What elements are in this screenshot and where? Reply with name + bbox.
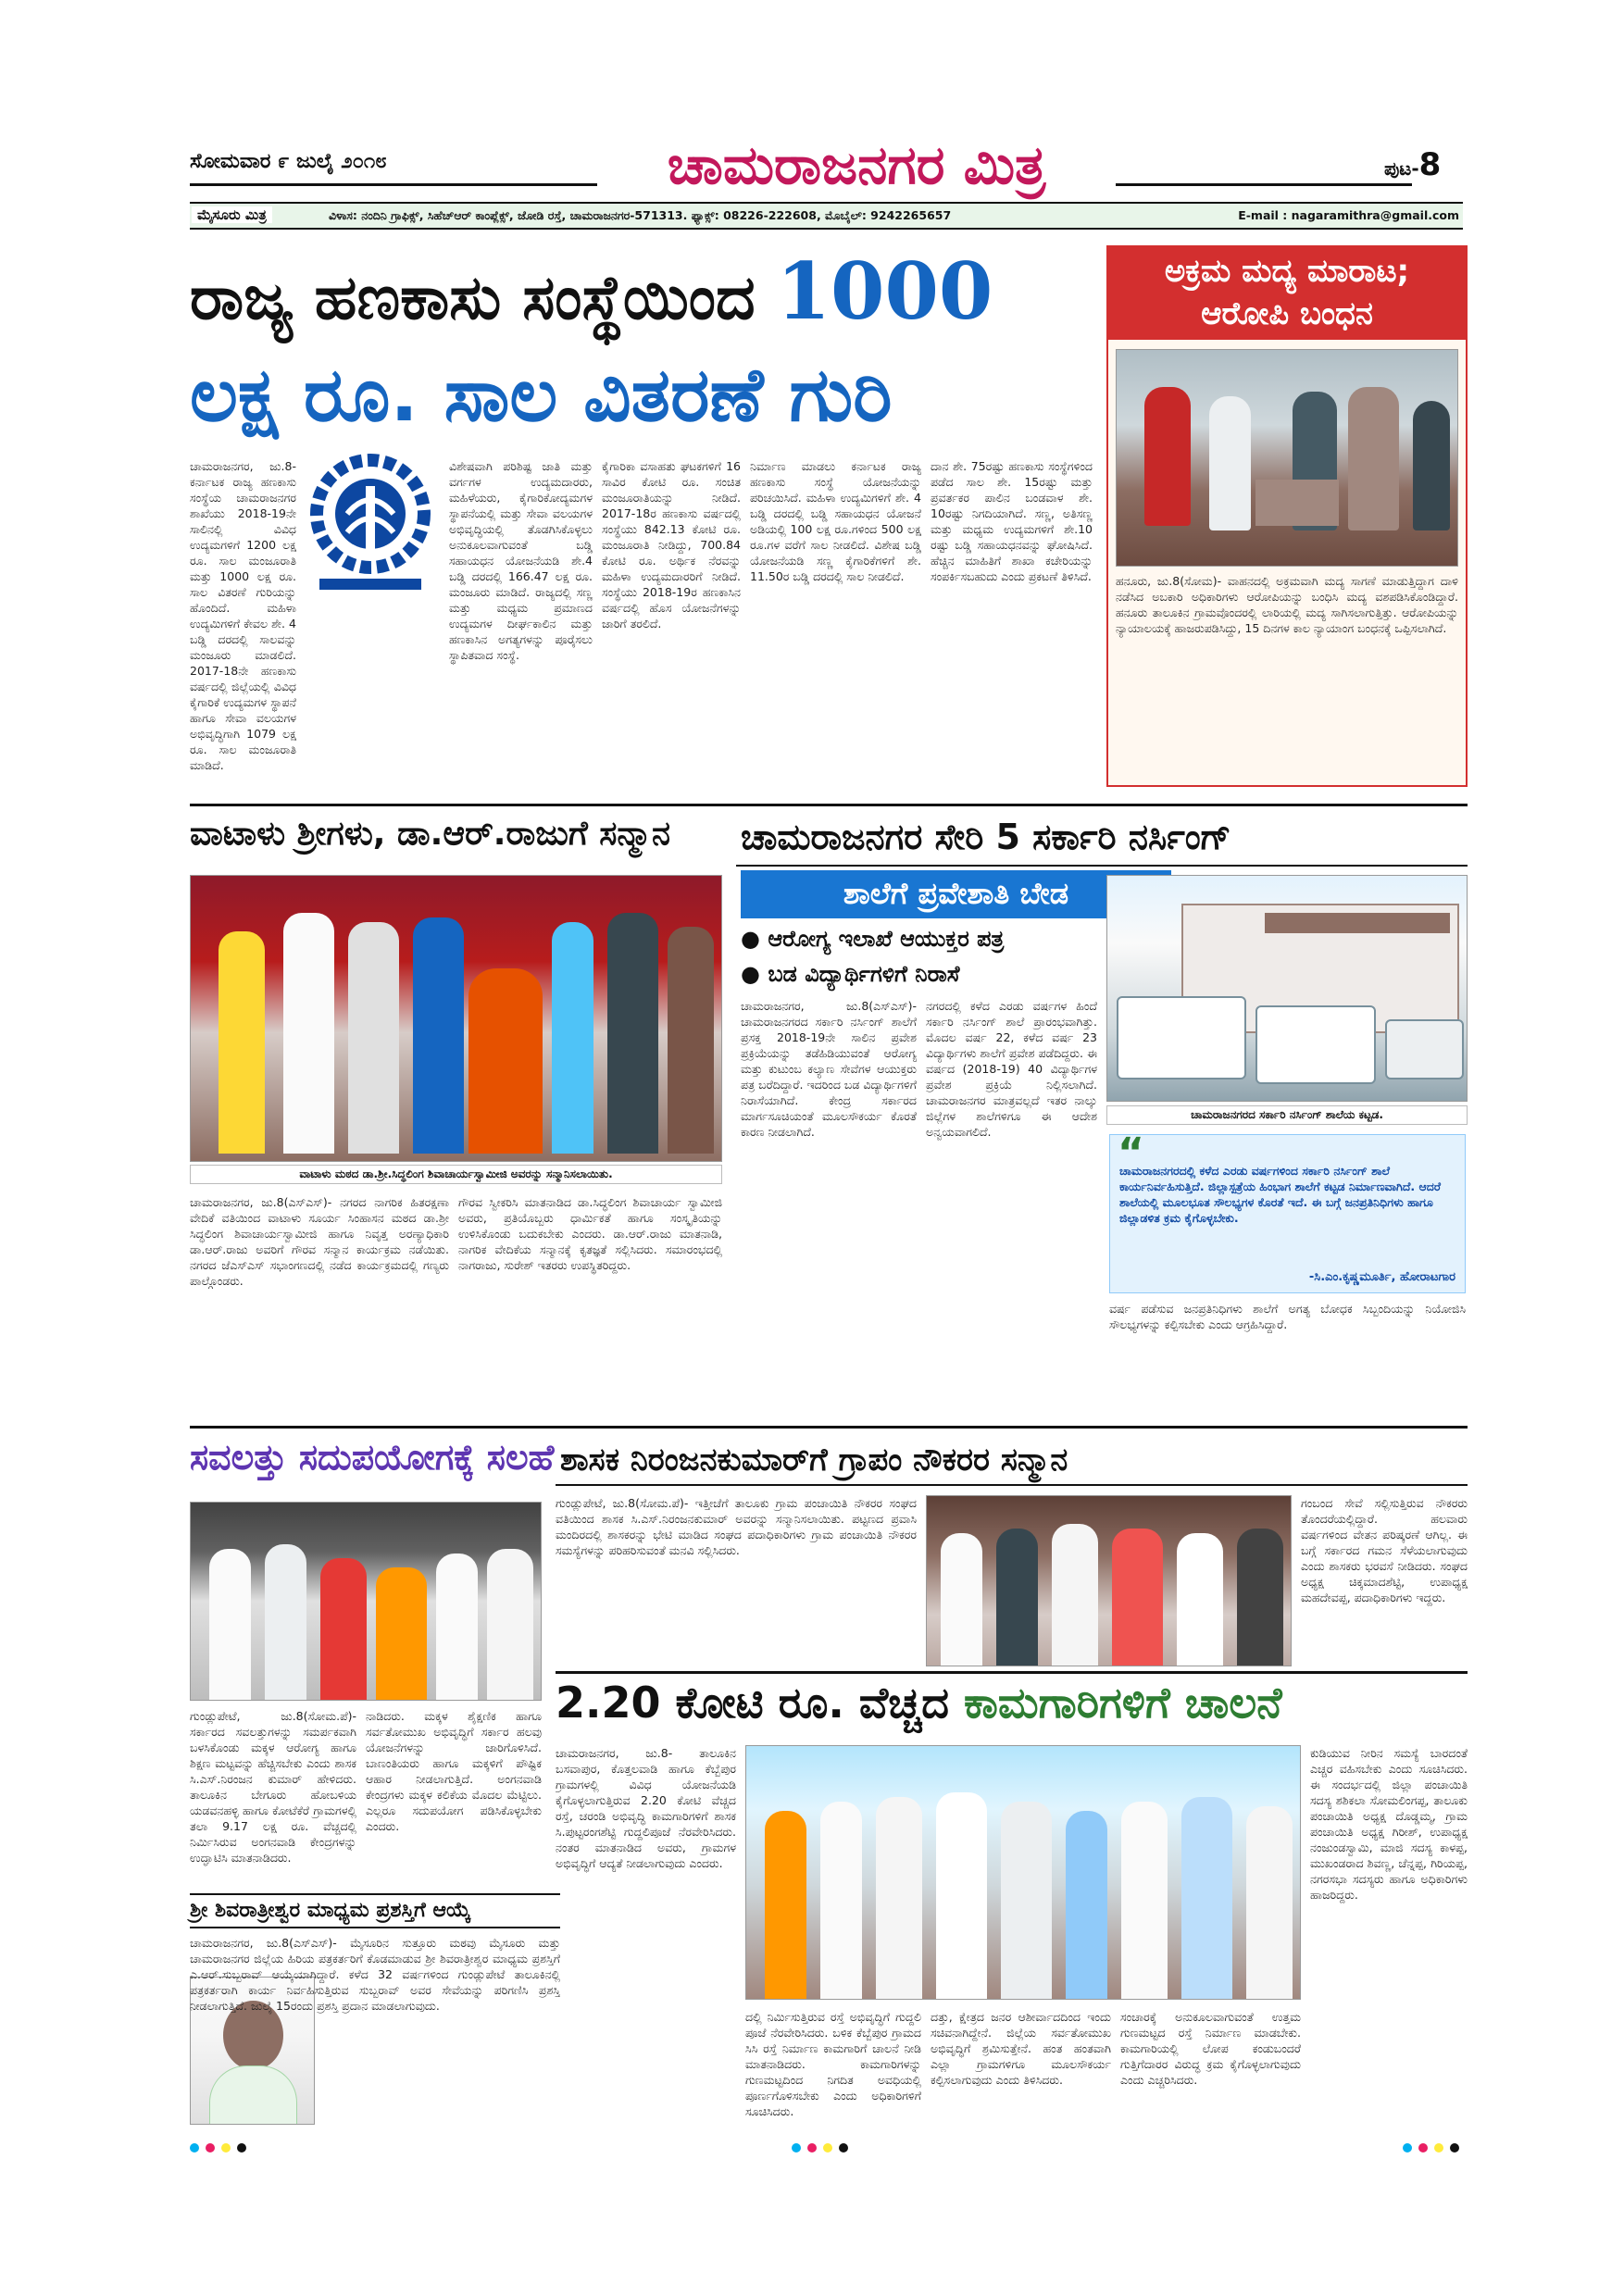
divider-3 xyxy=(556,1671,1468,1674)
title-underline-right xyxy=(1116,183,1412,186)
masthead-title: ಚಾಮರಾಜನಗರ ಮಿತ್ರ xyxy=(667,133,1046,196)
shasaka-headline: ಶಾಸಕ ನಿರಂಜನಕುಮಾರ್‌ಗೆ ಗ್ರಾಪಂ ನೌಕರರ ಸನ್ಮಾನ xyxy=(560,1441,1068,1479)
shasaka-col1: ಗುಂಡ್ಲುಪೇಟೆ, ಜು.8(ಸೋಮ.ಪೆ)- ಇತ್ತೀಚೆಗೆ ತಾಲೂಕು ಗ್ರಾಮ ಪಂಚಾಯಿತಿ ನೌಕರರ ಸಂಘದ ವತಿಯಿಂದ ಶಾಸಕ ಸಿ.ಎಸ್.ನಿರಂಜನಕುಮಾರ್ ಅವರನ್ನು ಸನ್ಮಾನಿಸಲಾಯಿತು. ಪಟ್ಟಣದ ಪ್ರವಾಸಿ ಮಂದಿರದಲ್ಲಿ ಶಾಸಕರನ್ನು ಭೇಟಿ ಮಾಡಿದ ಸಂಘದ ಪದಾಧಿಕಾರಿಗಳು ಗ್ರಾಮ ಪಂಚಾಯಿತಿ ನೌಕರರ ಸಮಸ್ಯೆಗಳನ್ನು ಪರಿಹರಿಸುವಂತೆ ಮನವಿ ಸಲ್ಲಿಸಿದರು. xyxy=(556,1496,917,1557)
lead-col1: ಚಾಮರಾಜನಗರ, ಜು.8- ಕರ್ನಾಟಕ ರಾಜ್ಯ ಹಣಕಾಸು ಸಂಸ್ಥೆಯ ಚಾಮರಾಜನಗರ ಶಾಖೆಯು 2018-19ನೇ ಸಾಲಿನಲ್ಲಿ ವಿವಿಧ ಉದ್ಯಮಗಳಿಗೆ 1200 ಲಕ್ಷ ರೂ. ಸಾಲ ಮಂಜೂರಾತಿ ಮತ್ತು 1000 ಲಕ್ಷ ರೂ. ಸಾಲ ವಿತರಣೆ ಗುರಿಯನ್ನು ಹೊಂದಿದೆ. ಮಹಿಳಾ ಉದ್ಯಮಿಗಳಿಗೆ ಕೇವಲ ಶೇ. 4 ಬಡ್ಡಿ ದರದಲ್ಲಿ ಸಾಲವನ್ನು ಮಂಜೂರು ಮಾಡಲಿದೆ. 2017-18ನೇ ಹಣಕಾಸು ವರ್ಷದಲ್ಲಿ ಜಿಲ್ಲೆಯಲ್ಲಿ ವಿವಿಧ ಕೈಗಾರಿಕೆ ಉದ್ಯಮಗಳ ಸ್ಥಾಪನೆ ಹಾಗೂ ಸೇವಾ ವಲಯಗಳ ಅಭಿವೃದ್ಧಿಗಾಗಿ 1079 ಲಕ್ಷ ರೂ. ಸಾಲ ಮಂಜೂರಾತಿ ಮಾಡಿದೆ. xyxy=(190,459,296,772)
shasaka-headline-bar xyxy=(556,1440,1468,1486)
nursing-subhead: ಶಾಲೆಗೆ ಪ್ರವೇಶಾತಿ ಬೇಡ xyxy=(843,876,1069,911)
registration-dot-magenta-center xyxy=(807,2143,817,2152)
nursing-quote-author: -ಸಿ.ಎಂ.ಕೃಷ್ಣಮೂರ್ತಿ, ಹೋರಾಟಗಾರ xyxy=(1308,1270,1455,1284)
page-number-value: 8 xyxy=(1418,146,1442,183)
liquor-photo xyxy=(1116,349,1458,567)
lead-headline-line2: ಲಕ್ಷ ರೂ. ಸಾಲ ವಿತರಣೆ ಗುರಿ xyxy=(190,352,893,438)
savalattu-photo xyxy=(190,1502,542,1701)
lead-col4: ನಿರ್ಮಾಣ ಮಾಡಲು ಕರ್ನಾಟಕ ರಾಜ್ಯ ಹಣಕಾಸು ಸಂಸ್ಥೆ ಯೋಜನೆಯನ್ನು ಪರಿಚಯಿಸಿದೆ. ಮಹಿಳಾ ಉದ್ಯಮಿಗಳಿಗೆ ಶೇ. 4 ಬಡ್ಡಿ ದರದಲ್ಲಿ ಬಡ್ಡಿ ಸಹಾಯಧನ ಯೋಜನೆ ಅಡಿಯಲ್ಲಿ 100 ಲಕ್ಷ ರೂ.ಗಳಿಂದ 500 ಲಕ್ಷ ರೂ.ಗಳ ವರೆಗೆ ಸಾಲ ನೀಡಲಿದೆ. ವಿಶೇಷ ಬಡ್ಡಿ ಯೋಜನೆಯಡಿ ಸಣ್ಣ ಕೈಗಾರಿಕೆಗಳಿಗೆ ಶೇ. 11.50ರ ಬಡ್ಡಿ ದರದಲ್ಲಿ ಸಾಲ ನೀಡಲಿದೆ. xyxy=(750,459,921,583)
shivaratri-headline: ಶ್ರೀ ಶಿವರಾತ್ರೀಶ್ವರ ಮಾಧ್ಯಮ ಪ್ರಶಸ್ತಿಗೆ ಆಯ್ಕೆ xyxy=(190,1899,471,1922)
kamagari-col4: ಸಂಚಾರಕ್ಕೆ ಅನುಕೂಲವಾಗುವಂತೆ ಉತ್ತಮ ಗುಣಮಟ್ಟದ ರಸ್ತೆ ನಿರ್ಮಾಣ ಮಾಡಬೇಕು. ಕಾಮಗಾರಿಯಲ್ಲಿ ಲೋಪ ಕಂಡುಬಂದರೆ ಗುತ್ತಿಗೆದಾರರ ವಿರುದ್ಧ ಕ್ರಮ ಕೈಗೊಳ್ಳಲಾಗುವುದು ಎಂದು ಎಚ್ಚರಿಸಿದರು. xyxy=(1120,2010,1301,2087)
vatalu-photo xyxy=(190,875,722,1162)
nursing-col3: ವರ್ಷ ಪಡೆಸುವ ಜನಪ್ರತಿನಿಧಿಗಳು ಶಾಲೆಗೆ ಅಗತ್ಯ ಬೋಧಕ ಸಿಬ್ಬಂದಿಯನ್ನು ನಿಯೋಜಿಸಿ ಸೌಲಭ್ಯಗಳನ್ನು ಕಲ್ಪಿಸಬೇಕು ಎಂದು ಆಗ್ರಹಿಸಿದ್ದಾರೆ. xyxy=(1109,1302,1466,1331)
kamagari-photo xyxy=(745,1745,1301,2000)
kamagari-col1: ಚಾಮರಾಜನಗರ, ಜು.8- ತಾಲೂಕಿನ ಬಸವಾಪುರ, ಕೊತ್ತಲವಾಡಿ ಹಾಗೂ ಕೆಬ್ಬೆಪುರ ಗ್ರಾಮಗಳಲ್ಲಿ ವಿವಿಧ ಯೋಜನೆಯಡಿ ಕೈಗೊಳ್ಳಲಾಗುತ್ತಿರುವ 2.20 ಕೋಟಿ ವೆಚ್ಚದ ರಸ್ತೆ, ಚರಂಡಿ ಅಭಿವೃದ್ಧಿ ಕಾಮಗಾರಿಗಳಿಗೆ ಶಾಸಕ ಸಿ.ಪುಟ್ಟರಂಗಶೆಟ್ಟಿ ಗುದ್ದಲಿಪೂಜೆ ನೆರವೇರಿಸಿದರು. ನಂತರ ಮಾತನಾಡಿದ ಅವರು, ಗ್ರಾಮಗಳ ಅಭಿವೃದ್ಧಿಗೆ ಆದ್ಯತೆ ನೀಡಲಾಗುವುದು ಎಂದರು. xyxy=(556,1746,736,1870)
date-underline xyxy=(190,183,597,186)
savalattu-col1: ಗುಂಡ್ಲುಪೇಟೆ, ಜು.8(ಸೋಮ.ಪೆ)- ಸರ್ಕಾರದ ಸವಲತ್ತುಗಳನ್ನು ಸಮರ್ಪಕವಾಗಿ ಬಳಸಿಕೊಂಡು ಮಕ್ಕಳ ಆರೋಗ್ಯ ಹಾಗೂ ಶಿಕ್ಷಣ ಮಟ್ಟವನ್ನು ಹೆಚ್ಚಿಸಬೇಕು ಎಂದು ಶಾಸಕ ಸಿ.ಎಸ್.ನಿರಂಜನ ಕುಮಾರ್ ಹೇಳಿದರು. ತಾಲೂಕಿನ ಬೇಗೂರು ಹೋಬಳಿಯ ಯಡವನಹಳ್ಳಿ ಹಾಗೂ ಕೋಟೆಕೆರೆ ಗ್ರಾಮಗಳಲ್ಲಿ ತಲಾ 9.17 ಲಕ್ಷ ರೂ. ವೆಚ್ಚದಲ್ಲಿ ನಿರ್ಮಿಸಿರುವ ಅಂಗನವಾಡಿ ಕೇಂದ್ರಗಳನ್ನು ಉದ್ಘಾಟಿಸಿ ಮಾತನಾಡಿದರು. xyxy=(190,1709,356,1865)
lead-col5: ದಾನ ಶೇ. 75ರಷ್ಟು ಹಣಕಾಸು ಸಂಸ್ಥೆಗಳಿಂದ ಪಡೆದ ಸಾಲ ಶೇ. 15ರಷ್ಟು ಮತ್ತು ಪ್ರವರ್ತಕರ ಪಾಲಿನ ಬಂಡವಾಳ ಶೇ. 10ರಷ್ಟು ನಿಗದಿಯಾಗಿದೆ. ಸಣ್ಣ, ಅತಿಸಣ್ಣ ಮತ್ತು ಮಧ್ಯಮ ಉದ್ಯಮಗಳಿಗೆ ಶೇ.10 ರಷ್ಟು ಬಡ್ಡಿ ಸಹಾಯಧನವನ್ನು ಘೋಷಿಸಿದೆ. ಹೆಚ್ಚಿನ ಮಾಹಿತಿಗೆ ಶಾಖಾ ಕಚೇರಿಯನ್ನು ಸಂಪರ್ಕಿಸಬಹುದು ಎಂದು ಪ್ರಕಟಣೆ ತಿಳಿಸಿದೆ. xyxy=(931,459,1093,583)
liquor-headline-line2: ಆರೋಪಿ ಬಂಧನ xyxy=(1201,295,1373,332)
shasaka-col2: ಗಂಬಂದ ಸೇವೆ ಸಲ್ಲಿಸುತ್ತಿರುವ ನೌಕರರು ತೊಂದರೆಯಲ್ಲಿದ್ದಾರೆ. ಹಲವಾರು ವರ್ಷಗಳಿಂದ ವೇತನ ಪರಿಷ್ಕರಣೆ ಆಗಿಲ್ಲ. ಈ ಬಗ್ಗೆ ಸರ್ಕಾರದ ಗಮನ ಸೆಳೆಯಲಾಗುವುದು ಎಂದು ಶಾಸಕರು ಭರವಸೆ ನೀಡಿದರು. ಸಂಘದ ಅಧ್ಯಕ್ಷ ಚಿಕ್ಕಮಾದಶೆಟ್ಟಿ, ಉಪಾಧ್ಯಕ್ಷ ಮಹದೇವಪ್ಪ, ಪದಾಧಿಕಾರಿಗಳು ಇದ್ದರು. xyxy=(1301,1496,1468,1604)
registration-dot-yellow-center xyxy=(823,2143,832,2152)
nursing-quote: ಚಾಮರಾಜನಗರದಲ್ಲಿ ಕಳೆದ ಎರಡು ವರ್ಷಗಳಿಂದ ಸರ್ಕಾರಿ ನರ್ಸಿಂಗ್ ಶಾಲೆ ಕಾರ್ಯನಿರ್ವಹಿಸುತ್ತಿದೆ. ಜಿಲ್ಲಾಸ್ಪತ್ರೆಯ ಹಿಂಭಾಗ ಶಾಲೆಗೆ ಕಟ್ಟಡ ನಿರ್ಮಾಣವಾಗಿದೆ. ಆದರೆ ಶಾಲೆಯಲ್ಲಿ ಮೂಲಭೂತ ಸೌಲಭ್ಯಗಳ ಕೊರತೆ ಇದೆ. ಈ ಬಗ್ಗೆ ಜನಪ್ರತಿನಿಧಿಗಳು ಹಾಗೂ ಜಿಲ್ಲಾಡಳಿತ ಕ್ರಮ ಕೈಗೊಳ್ಳಬೇಕು. xyxy=(1119,1164,1441,1225)
vatalu-headline: ವಾಟಾಳು ಶ್ರೀಗಳು, ಡಾ.ಆರ್.ರಾಜುಗೆ ಸನ್ಮಾನ xyxy=(190,815,671,853)
registration-dot-yellow-left xyxy=(221,2143,231,2152)
vatalu-caption: ವಾಟಾಳು ಮಠದ ಡಾ.ಶ್ರೀ.ಸಿದ್ಧಲಿಂಗ ಶಿವಾಚಾರ್ಯಸ್ವಾಮೀಜಿ ಅವರನ್ನು ಸನ್ಮಾನಿಸಲಾಯಿತು. xyxy=(190,1165,722,1184)
lead-headline-number: 1000 xyxy=(776,245,993,337)
ksfc-logo xyxy=(301,449,440,606)
kamagari-headline xyxy=(556,1678,1282,1729)
nursing-headline: ಚಾಮರಾಜನಗರ ಸೇರಿ 5 ಸರ್ಕಾರಿ ನರ್ಸಿಂಗ್ xyxy=(741,817,1231,857)
registration-dot-blue-left xyxy=(190,2143,199,2152)
kamagari-col3: ದತ್ತು, ಕ್ಷೇತ್ರದ ಜನರ ಆಶೀರ್ವಾದದಿಂದ ಇಂದು ಸಚಿವನಾಗಿದ್ದೇನೆ. ಜಿಲ್ಲೆಯ ಸರ್ವತೋಮುಖ ಅಭಿವೃದ್ಧಿಗೆ ಶ್ರಮಿಸುತ್ತೇನೆ. ಹಂತ ಹಂತವಾಗಿ ಎಲ್ಲಾ ಗ್ರಾಮಗಳಿಗೂ ಮೂಲಸೌಕರ್ಯ ಕಲ್ಪಿಸಲಾಗುವುದು ಎಂದು ತಿಳಿಸಿದರು. xyxy=(931,2010,1111,2087)
page-number xyxy=(1384,146,1441,183)
bullet-dot-2: ● xyxy=(741,961,760,987)
issue-date: ಸೋಮವಾರ ೯ ಜುಲೈ ೨೦೧೮ xyxy=(190,150,387,173)
divider-2 xyxy=(190,1426,1468,1429)
lead-col2: ವಿಶೇಷವಾಗಿ ಪರಿಶಿಷ್ಟ ಜಾತಿ ಮತ್ತು ವರ್ಗಗಳ ಉದ್ಯಮದಾರರು, ಮಹಿಳೆಯರು, ಕೈಗಾರಿಕೋದ್ಯಮಗಳ ಸ್ಥಾಪನೆಯಲ್ಲಿ ಮತ್ತು ಸೇವಾ ವಲಯಗಳ ಅಭಿವೃದ್ಧಿಯಲ್ಲಿ ತೊಡಗಿಸಿಕೊಳ್ಳಲು ಅನುಕೂಲವಾಗುವಂತೆ ಬಡ್ಡಿ ಸಹಾಯಧನ ಯೋಜನೆಯಡಿ ಶೇ.4 ಬಡ್ಡಿ ದರದಲ್ಲಿ 166.47 ಲಕ್ಷ ರೂ. ಮಂಜೂರು ಮಾಡಿದೆ. ರಾಜ್ಯದಲ್ಲಿ ಸಣ್ಣ ಮತ್ತು ಮಧ್ಯಮ ಪ್ರಮಾಣದ ಉದ್ಯಮಗಳ ದೀರ್ಘಕಾಲಿನ ಮತ್ತು ಹಣಕಾಸಿನ ಅಗತ್ಯಗಳನ್ನು ಪೂರೈಸಲು ಸ್ಥಾಪಿತವಾದ ಸಂಸ್ಥೆ. xyxy=(449,459,593,662)
nursing-bullet2 xyxy=(741,961,960,987)
registration-dot-magenta-left xyxy=(206,2143,215,2152)
vatalu-col1: ಚಾಮರಾಜನಗರ, ಜು.8(ಎಸ್‌ಎಸ್)- ನಗರದ ನಾಗರಿಕ ಹಿತರಕ್ಷಣಾ ವೇದಿಕೆ ವತಿಯಿಂದ ವಾಟಾಳು ಸೂರ್ಯ ಸಿಂಹಾಸನ ಮಠದ ಡಾ.ಶ್ರೀ ಸಿದ್ಧಲಿಂಗ ಶಿವಾಚಾರ್ಯಸ್ವಾಮೀಜಿ ಹಾಗೂ ನಿವೃತ್ತ ಅರಣ್ಯಾಧಿಕಾರಿ ಡಾ.ಆರ್.ರಾಜು ಅವರಿಗೆ ಗೌರವ ಸನ್ಮಾನ ಕಾರ್ಯಕ್ರಮ ನಡೆಯಿತು. ನಗರದ ಜೆಎಸ್‌ಎಸ್ ಸಭಾಂಗಣದಲ್ಲಿ ನಡೆದ ಕಾರ್ಯಕ್ರಮದಲ್ಲಿ ಗಣ್ಯರು ಪಾಲ್ಗೊಂಡರು. xyxy=(190,1195,449,1288)
vatalu-col2: ಗೌರವ ಸ್ವೀಕರಿಸಿ ಮಾತನಾಡಿದ ಡಾ.ಸಿದ್ಧಲಿಂಗ ಶಿವಾಚಾರ್ಯ ಸ್ವಾಮೀಜಿ ಅವರು, ಪ್ರತಿಯೊಬ್ಬರು ಧಾರ್ಮಿಕತೆ ಹಾಗೂ ಸಂಸ್ಕೃತಿಯನ್ನು ಉಳಿಸಿಕೊಂಡು ಬದುಕಬೇಕು ಎಂದರು. ಡಾ.ಆರ್.ರಾಜು ಮಾತನಾಡಿ, ನಾಗರಿಕ ವೇದಿಕೆಯ ಸನ್ಮಾನಕ್ಕೆ ಕೃತಜ್ಞತೆ ಸಲ್ಲಿಸಿದರು. ಸಮಾರಂಭದಲ್ಲಿ ನಾಗರಾಜು, ಸುರೇಶ್ ಇತರರು ಉಪಸ್ಥಿತರಿದ್ದರು. xyxy=(458,1195,722,1272)
page-label: ಪುಟ- xyxy=(1384,157,1419,180)
nursing-bullet1-text: ಆರೋಗ್ಯ ಇಲಾಖೆ ಆಯುಕ್ತರ ಪತ್ರ xyxy=(768,926,1005,952)
edition-label: ಮೈಸೂರು ಮಿತ್ರ xyxy=(192,206,272,223)
kamagari-headline-part2: ಕಾಮಗಾರಿಗಳಿಗೆ ಚಾಲನೆ xyxy=(963,1678,1282,1728)
savalattu-col2: ನಾಡಿದರು. ಮಕ್ಕಳ ಶೈಕ್ಷಣಿಕ ಹಾಗೂ ಸರ್ವತೋಮುಖ ಅಭಿವೃದ್ಧಿಗೆ ಸರ್ಕಾರ ಹಲವು ಯೋಜನೆಗಳನ್ನು ಜಾರಿಗೊಳಿಸಿದೆ. ಬಾಣಂತಿಯರು ಹಾಗೂ ಮಕ್ಕಳಿಗೆ ಪೌಷ್ಟಿಕ ಆಹಾರ ನೀಡಲಾಗುತ್ತಿದೆ. ಅಂಗನವಾಡಿ ಕೇಂದ್ರಗಳು ಮಕ್ಕಳ ಕಲಿಕೆಯ ಮೊದಲ ಮೆಟ್ಟಿಲು. ಎಲ್ಲರೂ ಸದುಪಯೋಗ ಪಡಿಸಿಕೊಳ್ಳಬೇಕು ಎಂದರು. xyxy=(366,1709,542,1833)
publisher-address: ವಿಳಾಸ: ನಂದಿನಿ ಗ್ರಾಫಿಕ್ಸ್, ಸಿಹೆಚ್‌ಆರ್ ಕಾಂಪ್ಲೆಕ್ಸ್, ಜೋಡಿ ರಸ್ತೆ, ಚಾಮರಾಜನಗರ-571313. ಫ್ಯಾಕ್ಸ್: 08226-222608, ಮೊಬೈಲ್: 9242265657 xyxy=(329,208,952,222)
registration-dot-yellow-right xyxy=(1434,2143,1443,2152)
savalattu-headline: ಸವಲತ್ತು ಸದುಪಯೋಗಕ್ಕೆ ಸಲಹೆ xyxy=(190,1437,555,1478)
registration-dot-blue-center xyxy=(792,2143,801,2152)
registration-dot-black-left xyxy=(237,2143,246,2152)
nursing-bullet2-text: ಬಡ ವಿದ್ಯಾರ್ಥಿಗಳಿಗೆ ನಿರಾಸೆ xyxy=(768,961,960,987)
nursing-col1: ಚಾಮರಾಜನಗರ, ಜು.8(ಎಸ್‌ಎಸ್)- ಚಾಮರಾಜನಗರದ ಸರ್ಕಾರಿ ನರ್ಸಿಂಗ್ ಶಾಲೆಗೆ ಪ್ರಸಕ್ತ 2018-19ನೇ ಸಾಲಿನ ಪ್ರವೇಶ ಪ್ರಕ್ರಿಯೆಯನ್ನು ತಡೆಹಿಡಿಯುವಂತೆ ಆರೋಗ್ಯ ಮತ್ತು ಕುಟುಂಬ ಕಲ್ಯಾಣ ಸೇವೆಗಳ ಆಯುಕ್ತರು ಪತ್ರ ಬರೆದಿದ್ದಾರೆ. ಇದರಿಂದ ಬಡ ವಿದ್ಯಾರ್ಥಿಗಳಿಗೆ ನಿರಾಸೆಯಾಗಿದೆ. ಕೇಂದ್ರ ಸರ್ಕಾರದ ಮಾರ್ಗಸೂಚಿಯಂತೆ ಮೂಲಸೌಕರ್ಯ ಕೊರತೆ ಕಾರಣ ನೀಡಲಾಗಿದೆ. xyxy=(741,999,917,1139)
bullet-dot-1: ● xyxy=(741,926,760,952)
nursing-photo xyxy=(1106,875,1468,1102)
registration-dot-black-right xyxy=(1450,2143,1459,2152)
publisher-email: E-mail : nagaramithra@gmail.com xyxy=(1238,208,1459,222)
registration-dot-magenta-right xyxy=(1418,2143,1428,2152)
kamagari-col5: ಕುಡಿಯುವ ನೀರಿನ ಸಮಸ್ಯೆ ಬಾರದಂತೆ ಎಚ್ಚರ ವಹಿಸಬೇಕು ಎಂದು ಸೂಚಿಸಿದರು. ಈ ಸಂದರ್ಭದಲ್ಲಿ ಜಿಲ್ಲಾ ಪಂಚಾಯಿತಿ ಸದಸ್ಯ ಶಶಿಕಲಾ ಸೋಮಲಿಂಗಪ್ಪ, ತಾಲೂಕು ಪಂಚಾಯಿತಿ ಅಧ್ಯಕ್ಷ ದೊಡ್ಡಮ್ಮ, ಗ್ರಾಮ ಪಂಚಾಯಿತಿ ಅಧ್ಯಕ್ಷ ಗಿರೀಶ್, ಉಪಾಧ್ಯಕ್ಷ ನಂಜುಂಡಸ್ವಾಮಿ, ಮಾಜಿ ಸದಸ್ಯ ಕಾಳಪ್ಪ, ಮುಖಂಡರಾದ ಶಿವಣ್ಣ, ಚೆನ್ನಪ್ಪ, ಗಿರಿಯಪ್ಪ, ನಗರಸಭಾ ಸದಸ್ಯರು ಹಾಗೂ ಅಧಿಕಾರಿಗಳು ಹಾಜರಿದ್ದರು. xyxy=(1310,1746,1468,1902)
lead-headline-line1 xyxy=(190,245,993,337)
liquor-headline-box xyxy=(1108,247,1466,340)
registration-dot-black-center xyxy=(839,2143,848,2152)
lead-col3: ಕೈಗಾರಿಕಾ ವಸಾಹತು ಘಟಕಗಳಿಗೆ 16 ಸಾವಿರ ಕೋಟಿ ರೂ. ಸಂಚಿತ ಮಂಜೂರಾತಿಯನ್ನು ನೀಡಿದೆ. 2017-18ರ ಹಣಕಾಸು ವರ್ಷದಲ್ಲಿ ಸಂಸ್ಥೆಯು 842.13 ಕೋಟಿ ರೂ. ಮಂಜೂರಾತಿ ನೀಡಿದ್ದು, 700.84 ಕೋಟಿ ರೂ. ಅರ್ಥಿಕ ನೆರವನ್ನು ಮಹಿಳಾ ಉದ್ಯಮದಾರರಿಗೆ ನೀಡಿದೆ. ಸಂಸ್ಥೆಯು 2018-19ರ ಹಣಕಾಸಿನ ವರ್ಷದಲ್ಲಿ ಹೊಸ ಯೋಜನೆಗಳನ್ನು ಜಾರಿಗೆ ತರಲಿದೆ. xyxy=(602,459,741,630)
divider-1 xyxy=(190,804,1468,806)
shivaratri-headline-box xyxy=(190,1893,560,1928)
registration-dot-blue-right xyxy=(1403,2143,1412,2152)
liquor-box xyxy=(1106,245,1468,787)
liquor-headline-line1: ಅಕ್ರಮ ಮದ್ಯ ಮಾರಾಟ; xyxy=(1164,253,1410,290)
shasaka-photo xyxy=(926,1495,1292,1666)
nursing-col2: ನಗರದಲ್ಲಿ ಕಳೆದ ಎರಡು ವರ್ಷಗಳ ಹಿಂದೆ ಸರ್ಕಾರಿ ನರ್ಸಿಂಗ್ ಶಾಲೆ ಪ್ರಾರಂಭವಾಗಿತ್ತು. ಮೊದಲ ವರ್ಷ 22, ಕಳೆದ ವರ್ಷ 23 ವಿದ್ಯಾರ್ಥಿಗಳು ಶಾಲೆಗೆ ಪ್ರವೇಶ ಪಡೆದಿದ್ದರು. ಈ ವರ್ಷದ (2018-19) 40 ವಿದ್ಯಾರ್ಥಿಗಳ ಪ್ರವೇಶ ಪ್ರಕ್ರಿಯೆ ನಿಲ್ಲಿಸಲಾಗಿದೆ. ಚಾಮರಾಜನಗರ ಮಾತ್ರವಲ್ಲದೆ ಇತರ ನಾಲ್ಕು ಜಿಲ್ಲೆಗಳ ಶಾಲೆಗಳಿಗೂ ಈ ಆದೇಶ ಅನ್ವಯವಾಗಲಿದೆ. xyxy=(926,999,1097,1139)
kamagari-headline-part1: 2.20 ಕೋಟಿ ರೂ. ವೆಚ್ಚದ xyxy=(556,1678,949,1728)
lead-headline-text1: ರಾಜ್ಯ ಹಣಕಾಸು ಸಂಸ್ಥೆಯಿಂದ xyxy=(190,262,756,333)
info-bar xyxy=(190,202,1463,230)
nursing-headline-bar xyxy=(736,813,1468,867)
lead-col1b xyxy=(190,616,440,778)
nursing-bullet1 xyxy=(741,926,1004,952)
nursing-caption: ಚಾಮರಾಜನಗರದ ಸರ್ಕಾರಿ ನರ್ಸಿಂಗ್ ಶಾಲೆಯ ಕಟ್ಟಡ. xyxy=(1106,1105,1468,1125)
shivaratri-body: ಚಾಮರಾಜನಗರ, ಜು.8(ಎಸ್‌ಎಸ್)- ಮೈಸೂರಿನ ಸುತ್ತೂರು ಮಠವು ಮೈಸೂರು ಮತ್ತು ಚಾಮರಾಜನಗರ ಜಿಲ್ಲೆಯ ಹಿರಿಯ ಪತ್ರಕರ್ತರಿಗೆ ಕೊಡಮಾಡುವ ಶ್ರೀ ಶಿವರಾತ್ರೀಶ್ವರ ಮಾಧ್ಯಮ ಪ್ರಶಸ್ತಿಗೆ ಎ.ಆರ್.ಸುಬ್ಬರಾವ್ ಆಯ್ಕೆಯಾಗಿದ್ದಾರೆ. ಕಳೆದ 32 ವರ್ಷಗಳಿಂದ ಗುಂಡ್ಲುಪೇಟೆ ತಾಲೂಕಿನಲ್ಲಿ ಪತ್ರಕರ್ತರಾಗಿ ಕಾರ್ಯ ನಿರ್ವಹಿಸುತ್ತಿರುವ ಸುಬ್ಬರಾವ್ ಅವರ ಸೇವೆಯನ್ನು ಪರಿಗಣಿಸಿ ಪ್ರಶಸ್ತಿ ನೀಡಲಾಗುತ್ತಿದೆ. ಜುಲೈ 15ರಂದು ಪ್ರಶಸ್ತಿ ಪ್ರದಾನ ಮಾಡಲಾಗುವುದು. xyxy=(190,1936,560,2013)
nursing-quote-box xyxy=(1109,1129,1466,1293)
quote-icon: “ xyxy=(1118,1129,1144,1177)
liquor-body: ಹನೂರು, ಜು.8(ಸೋಮ)- ವಾಹನದಲ್ಲಿ ಅಕ್ರಮವಾಗಿ ಮದ್ಯ ಸಾಗಣೆ ಮಾಡುತ್ತಿದ್ದಾಗ ದಾಳಿ ನಡೆಸಿದ ಅಬಕಾರಿ ಅಧಿಕಾರಿಗಳು ಆರೋಪಿಯನ್ನು ಬಂಧಿಸಿ ಮದ್ಯ ವಶಪಡಿಸಿಕೊಂಡಿದ್ದಾರೆ. ಹನೂರು ತಾಲೂಕಿನ ಗ್ರಾಮವೊಂದರಲ್ಲಿ ಲಾರಿಯಲ್ಲಿ ಮದ್ಯ ಸಾಗಿಸಲಾಗುತ್ತಿತ್ತು. ಆರೋಪಿಯನ್ನು ನ್ಯಾಯಾಲಯಕ್ಕೆ ಹಾಜರುಪಡಿಸಿದ್ದು, 15 ದಿನಗಳ ಕಾಲ ನ್ಯಾಯಾಂಗ ಬಂಧನಕ್ಕೆ ಒಪ್ಪಿಸಲಾಗಿದೆ. xyxy=(1116,574,1458,635)
kamagari-col2: ದಲ್ಲಿ ನಿರ್ಮಿಸುತ್ತಿರುವ ರಸ್ತೆ ಅಭಿವೃದ್ಧಿಗೆ ಗುದ್ದಲಿ ಪೂಜೆ ನೆರವೇರಿಸಿದರು. ಬಳಿಕ ಕೆಬ್ಬೆಪುರ ಗ್ರಾಮದ ಸಿಸಿ ರಸ್ತೆ ನಿರ್ಮಾಣ ಕಾಮಗಾರಿಗೆ ಚಾಲನೆ ನೀಡಿ ಮಾತನಾಡಿದರು. ಕಾಮಗಾರಿಗಳನ್ನು ಗುಣಮಟ್ಟದಿಂದ ನಿಗದಿತ ಅವಧಿಯಲ್ಲಿ ಪೂರ್ಣಗೊಳಿಸಬೇಕು ಎಂದು ಅಧಿಕಾರಿಗಳಿಗೆ ಸೂಚಿಸಿದರು. xyxy=(745,2010,921,2118)
